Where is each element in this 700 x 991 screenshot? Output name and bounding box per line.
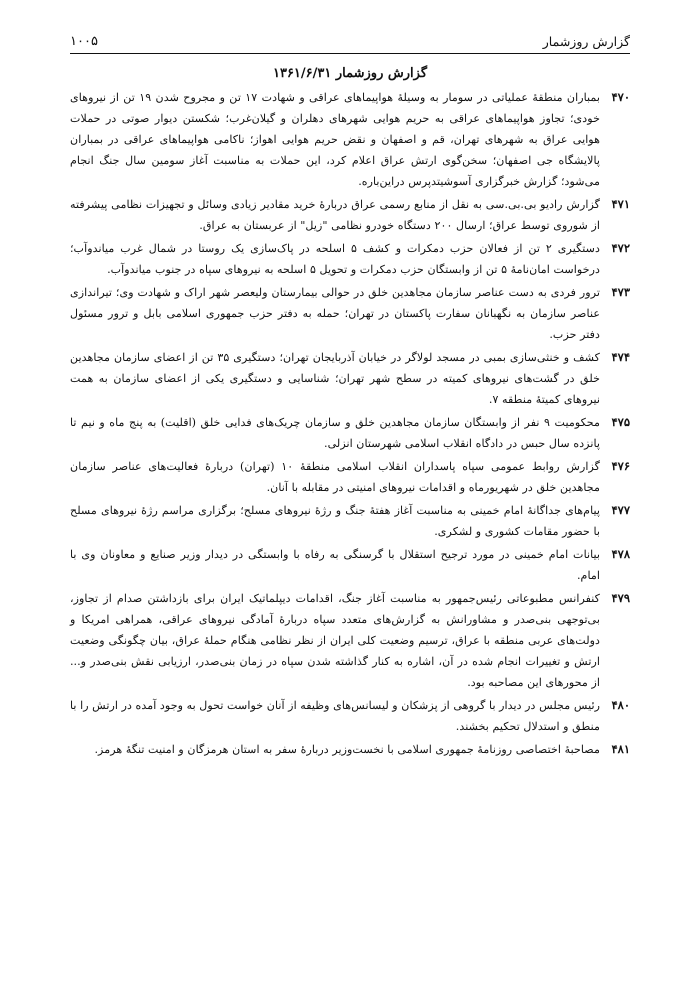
entry-text: گزارش رادیو بی.بی.سی به نقل از منابع رسمی عراق دربارهٔ خرید مقادیر زیادی وسائل و تجهیزات نظامی پیشرفته از شوروی توسط عراق؛ ارسال ۲۰۰ دستگاه خودرو نظامی "زیل" از عربستان به عراق. bbox=[70, 198, 600, 232]
entry-number: ۴۷۷ bbox=[611, 503, 630, 517]
entry-number: ۴۷۸ bbox=[611, 547, 630, 561]
entry-number: ۴۷۲ bbox=[611, 241, 630, 255]
page-title: گزارش روزشمار ۱۳۶۱/۶/۳۱ bbox=[272, 66, 428, 81]
entry-text: بیانات امام خمینی در مورد ترجیح استقلال با گرسنگی به رفاه با وابستگی در دیدار وزیر صنایع و معاونان وی با امام. bbox=[70, 548, 600, 582]
list-item bbox=[70, 347, 630, 410]
list-item bbox=[70, 739, 630, 760]
entry-number: ۴۷۰ bbox=[611, 90, 630, 104]
list-item bbox=[70, 238, 630, 280]
header-section-title: گزارش روزشمار bbox=[542, 34, 630, 49]
entry-text: بمباران منطقهٔ عملیاتی در سومار به وسیلهٔ هواپیماهای عراقی و شهادت ۱۷ تن و مجروح شدن ۱۹ تن از نیروهای خودی؛ تجاوز هواپیماهای عراقی به حریم هوایی شهرهای دهلران و گیلان‌غرب؛ شکستن دیوار صوتی در حملات هوایی عراق به شهرهای تهران، قم و اصفهان و نقض حریم هوایی اهواز؛ ناکامی هواپیماهای عراقی در بمباران پالایشگاه جی اصفهان؛ سخن‌گوی ارتش عراق اعلام کرد، این حملات به مناسبت آغاز سومین سال جنگ انجام می‌شود؛ گزارش خبرگزاری آسوشیتدپرس دراین‌باره. bbox=[70, 91, 600, 188]
list-item bbox=[70, 282, 630, 345]
list-item bbox=[70, 695, 630, 737]
entry-number: ۴۸۰ bbox=[611, 698, 630, 712]
entry-text: دستگیری ۲ تن از فعالان حزب دمکرات و کشف ۵ اسلحه در پاک‌سازی یک روستا در شمال غرب میاندوآب؛ درخواست امان‌نامهٔ ۵ تن از وابستگان حزب دمکرات و تحویل ۵ اسلحه به نیروهای سپاه در جنوب میاندوآب. bbox=[70, 242, 601, 276]
entry-text: کنفرانس مطبوعاتی رئیس‌جمهور به مناسبت آغاز جنگ، اقدامات دیپلماتیک ایران برای بازداشتن صدام از تجاوز، بی‌توجهی بنی‌صدر و مشاورانش به گزارش‌های متعدد سپاه دربارهٔ آمادگی نیروهای عراقی، همراهی امریکا و دولت‌های عربی منطقه با عراق، ترسیم وضعیت کلی ایران از نظر نظامی هنگام حملهٔ عراق، بیان چگونگی وضعیت ارتش و تغییرات انجام شده در آن، اشاره به کنار گذاشته شدن سپاه در زمان بنی‌صدر، ارزیابی نقش بنی‌صدر و... از محورهای این مصاحبه بود. bbox=[70, 592, 600, 689]
list-item bbox=[70, 87, 630, 192]
list-item bbox=[70, 194, 630, 236]
entry-number: ۴۷۴ bbox=[611, 350, 630, 364]
list-item bbox=[70, 456, 630, 498]
entry-text: رئیس مجلس در دیدار با گروهی از پزشکان و لیسانس‌های وظیفه از آنان خواست تحول به وجود آمده در ارتش را با منطق و استدلال تحکیم بخشند. bbox=[70, 699, 600, 733]
entry-number: ۴۷۳ bbox=[611, 285, 630, 299]
page-number: ۱۰۰۵ bbox=[70, 34, 98, 49]
entry-text: گزارش روابط عمومی سپاه پاسداران انقلاب اسلامی منطقهٔ ۱۰ (تهران) دربارهٔ فعالیت‌های عناصر سازمان مجاهدین خلق در شهریورماه و اقدامات نیروهای امنیتی در مقابله با آنان. bbox=[70, 460, 600, 494]
running-header bbox=[70, 34, 630, 54]
entry-number: ۴۷۱ bbox=[611, 197, 630, 211]
entry-number: ۴۷۵ bbox=[611, 415, 630, 429]
list-item bbox=[70, 412, 630, 454]
entry-list bbox=[70, 87, 630, 760]
entry-text: مصاحبهٔ اختصاصی روزنامهٔ جمهوری اسلامی با نخست‌وزیر دربارهٔ سفر به استان هرمزگان و امنیت تنگهٔ هرمز. bbox=[94, 743, 600, 756]
list-item bbox=[70, 588, 630, 693]
entry-number: ۴۷۹ bbox=[611, 591, 630, 605]
entry-text: محکومیت ۹ نفر از وابستگان سازمان مجاهدین خلق و سازمان چریک‌های فدایی خلق (اقلیت) به پنج ماه و نیم تا پانزده سال حبس در دادگاه انقلاب اسلامی شهرستان انزلی. bbox=[70, 416, 600, 450]
entry-number: ۴۸۱ bbox=[611, 742, 630, 756]
list-item bbox=[70, 544, 630, 586]
entry-text: پیام‌های جداگانهٔ امام خمینی به مناسبت آغاز هفتهٔ جنگ و رژهٔ نیروهای مسلح؛ برگزاری مراسم رژهٔ نیروهای مسلح با حضور مقامات کشوری و لشکری. bbox=[70, 504, 600, 538]
entry-number: ۴۷۶ bbox=[611, 459, 630, 473]
list-item bbox=[70, 500, 630, 542]
entry-text: ترور فردی به دست عناصر سازمان مجاهدین خلق در حوالی بیمارستان ولیعصر شهر اراک و شهادت وی؛ تیراندازی عناصر سازمان به نگهبانان سفارت پاکستان در تهران؛ حمله به دفتر حزب جمهوری اسلامی بابل و ترور مسئول دفتر حزب. bbox=[70, 286, 600, 341]
entry-text: کشف و خنثی‌سازی بمبی در مسجد لولاگر در خیابان آذربایجان تهران؛ دستگیری ۳۵ تن از اعضای سازمان مجاهدین خلق در گشت‌های نیروهای کمیته در سطح شهر تهران؛ شناسایی و دستگیری یکی از اعضای سازمان به همت نیروهای کمیتهٔ منطقه ۷. bbox=[70, 351, 600, 406]
